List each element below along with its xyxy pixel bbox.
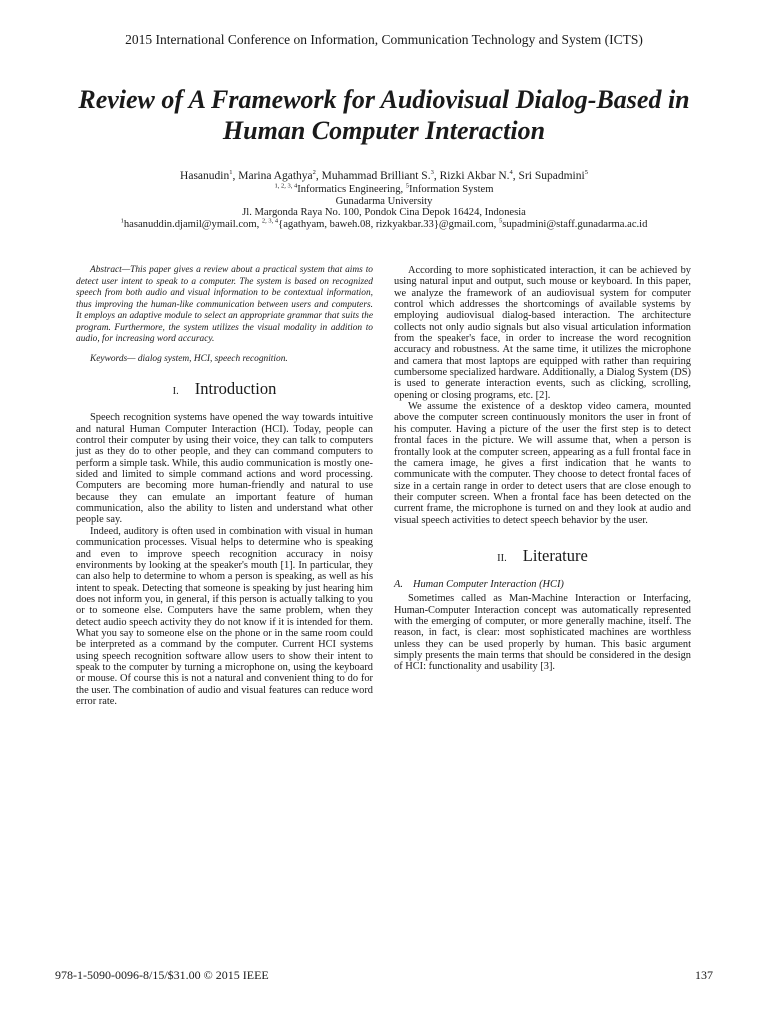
author-names: Hasanudin$^1$, Marina Agathya$^2$, Muhammad Brilliant S.$^3$, Rizki Akbar N.$^4$, Sri Supadmini$^5$ [180,169,588,182]
section-heading-introduction: I. Introduction [172,379,277,399]
abstract: Abstract—This paper gives a review about a practical system that aims to detect user intent to speak to a computer. The system is based on recognized speech from both audio and visual information to be contextual information, thus improving the human-like communication between users and computers. It employs an adaptive module to select an appropriate grammar that suits the program. Furthermore, the system utilizes the visual modality in addition to audio, for increasing word accuracy. [76,265,373,345]
body-paragraph: We assume the existence of a desktop video camera, mounted above the computer screen continuously monitors the user in front of his computer. Having a picture of the user the first step is to detect frontal faces in the picture. We will assume that, when a person is frontally look at the computer screen, appearing as a full frontal face in the camera image, he gives a first indication that he wants to communicate with the computer. They choose to detect frontal faces of size in a certain range in order to detect users that are close enough to their computer screen. When a frontal face has been detected on the current frame, the microphone is turned on and they look at audio and visual speech activities to detect speech behavior by the user. [394,401,691,526]
author-block [40,168,728,230]
author-address: Jl. Margonda Raya No. 100, Pondok Cina Depok 16424, Indonesia [242,207,526,218]
paper-title: Review of A Framework for Audiovisual Dialog-Based in Human Computer Interaction [78,85,690,145]
author-name: Marina Agathya [238,170,313,182]
page-number: 137 [695,968,713,982]
body-paragraph: According to more sophisticated interaction, it can be achieved by using natural input and output, such mouse or keyboard. In this paper, we analyze the framework of an audiovisual system for computer control which addresses the shortcomings of available systems by employing audiovisual dialog-based interaction. The architecture collects not only audio signals but also visual articulation information from the speaker's face, in order to increase the word recognition accuracy and robustness. At the same time, it utilizes the microphone and camera that most laptops are equipped with rather than requiring cumbersome specialized hardware. Additionally, a Dialog System (DS) is used to generate interaction events, such as clicking, scrolling, opening or closing programs, etc. [2]. [394,265,691,401]
author-name: Rizki Akbar N. [439,170,510,182]
body-paragraph: Speech recognition systems have opened the way towards intuitive and natural Human Computer Interaction (HCI). Today, people can control their computer by using their voice, they can talk to computers just as they do to other people, and they can command computers to perform a simple task. While, this audio communication is mostly one-sided and limited to simple command actions and word processing. Computers are becoming more human-friendly and natural to use because they can emulate an important feature of human communication, also the ability to listen and understand what other people say. [76,412,373,526]
footer-isbn: 978-1-5090-0096-8/15/$31.00 © 2015 IEEE [55,968,269,982]
conference-header: 2015 International Conference on Information, Communication Technology and System (ICTS) [125,32,643,47]
body-paragraph: Indeed, auditory is often used in combination with visual in human communication processes. Visual helps to determine who is speaking and even to improve speech recognition accuracy in noisy environments by looking at the speaker's mouth [1]. In particular, they can also help to determine to whom a person is speaking, as well as his intent to speak. Detecting that someone is speaking by just hearing him does not inform you, in general, if this person is actually talking to you or to someone else. Computers have the same problem, when they detect audio speech activity they do not know if it is intended for them. What you say to someone else on the phone or in the same room could be interpreted as a command by the computer. Current HCI systems using speech recognition software allow users to show their intent to speak to the computer by turning a microphone on, using the keyboard or mouse. Of course this is not a natural and convenient thing to do for the user. The combination of audio and visual features can reduce word error rate. [76,525,373,707]
author-university: Gunadarma University [335,195,433,207]
author-name: Sri Supadmini [518,170,585,182]
author-affiliation: $^{1, 2, 3, 4}$Informatics Engineering, $^5$Information System [274,182,494,195]
left-column [76,265,373,707]
author-emails: $^1$hasanuddin.djamil@ymail.com, $^{2, 3, 4}${agathyam, baweh.08, rizkyakbar.33}@gmail.com, $^5$supadmini@staff.gunadarma.ac.id [120,216,648,230]
author-name: Muhammad Brilliant S. [321,170,431,182]
section-heading-literature: II. Literature [497,545,588,565]
body-paragraph: Sometimes called as Man-Machine Interaction or Interfacing, Human-Computer Interaction concept was automatically represented with the emerging of computer, or more generally machine, itself. The reason, in fact, is clear: most sophisticated machines are worthless unless they can be used properly by human. This basic argument simply presents the main terms that should be considered in the design of HCI: functionality and usability [3]. [394,593,691,673]
subsection-heading-hci: A. Human Computer Interaction (HCI) [394,578,564,590]
keywords: Keywords— dialog system, HCI, speech recognition. [90,353,288,364]
author-name: Hasanudin [180,170,230,182]
right-column [394,265,691,673]
